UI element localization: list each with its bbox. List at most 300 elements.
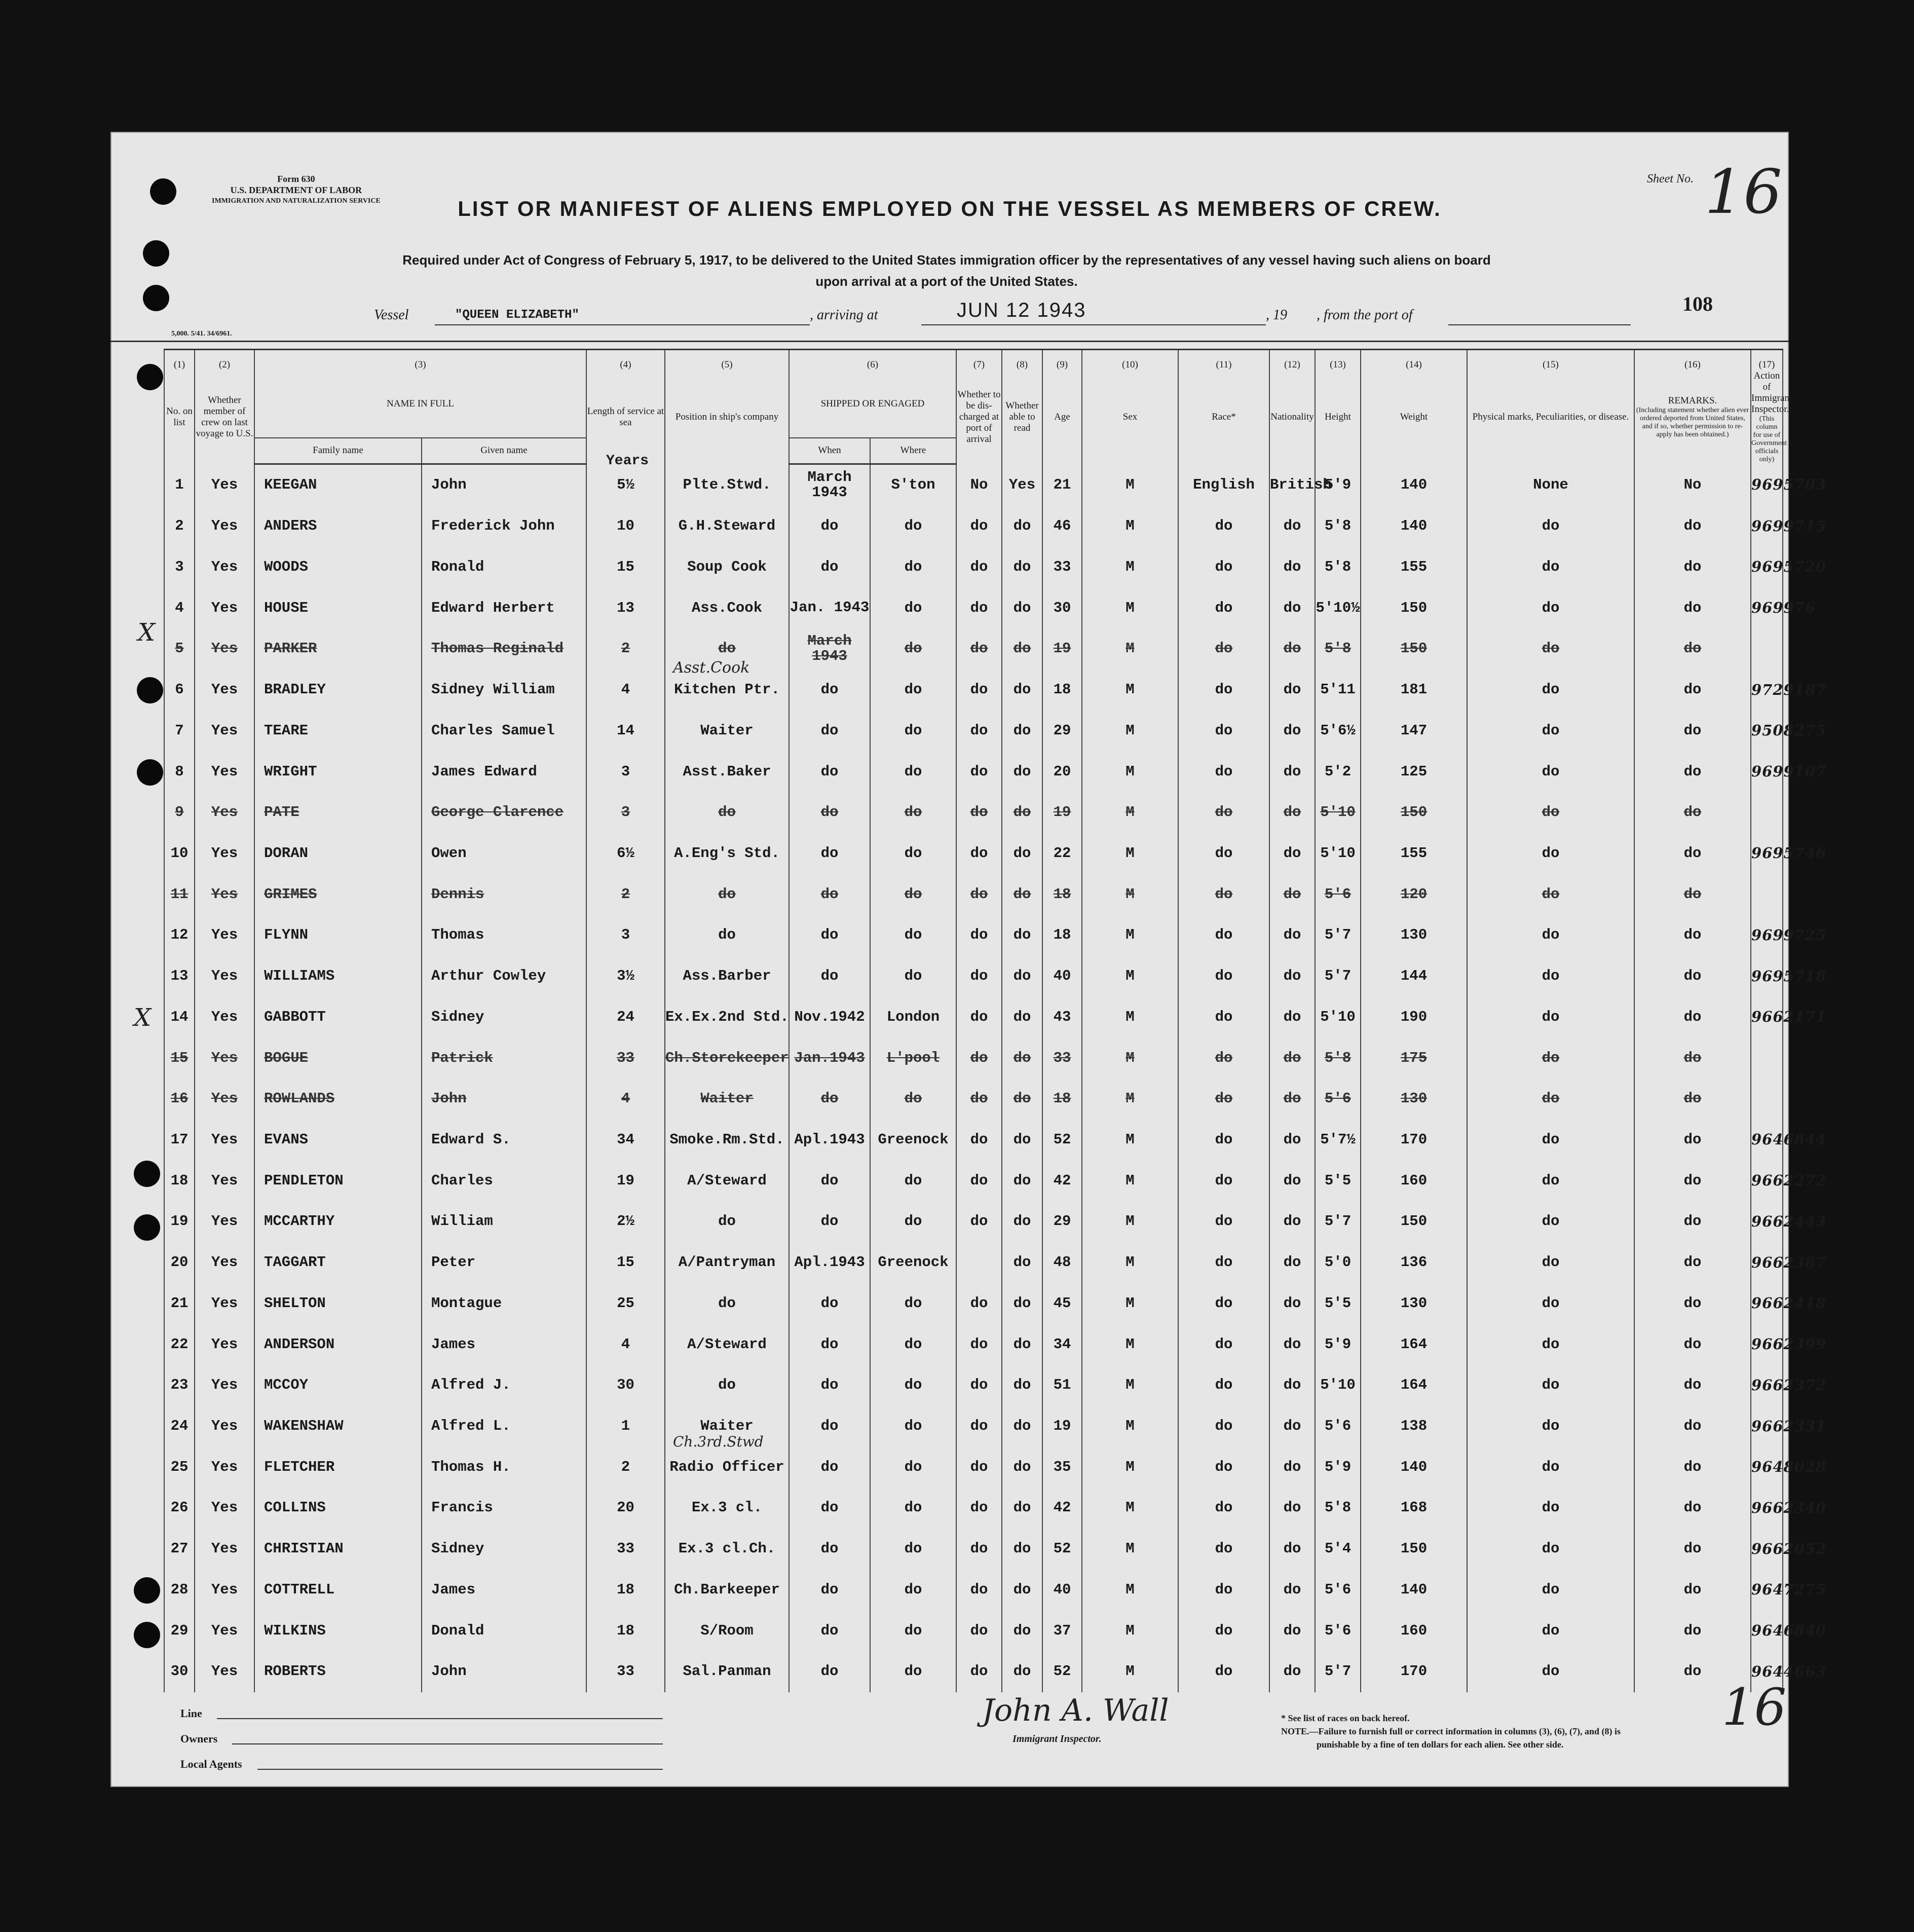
cell-weight: 190 bbox=[1361, 996, 1467, 1037]
col-number: (11) bbox=[1178, 350, 1269, 371]
cell-height: 5'10 bbox=[1315, 1364, 1361, 1405]
cell-height: 5'6½ bbox=[1315, 710, 1361, 751]
cell-race: do bbox=[1178, 1405, 1269, 1446]
arrival-underline bbox=[921, 324, 1266, 325]
cell-member-last-voyage: Yes bbox=[195, 1610, 254, 1651]
cell-weight: 170 bbox=[1361, 1651, 1467, 1692]
cell-inspector-action bbox=[1751, 1078, 1783, 1119]
cell-to-be-discharged: do bbox=[956, 1405, 1002, 1446]
header-name-in-full: NAME IN FULL bbox=[254, 370, 586, 438]
cell-able-to-read: do bbox=[1002, 1610, 1042, 1651]
cell-length-of-service: 2 bbox=[586, 874, 665, 915]
cell-weight: 175 bbox=[1361, 1037, 1467, 1079]
cell-shipped-when: do bbox=[789, 1651, 870, 1692]
cell-sex: M bbox=[1082, 464, 1178, 505]
cell-nationality: do bbox=[1269, 1283, 1315, 1324]
cell-row-number: 5 bbox=[164, 628, 195, 670]
cell-inspector-action: 9662372 bbox=[1751, 1364, 1783, 1405]
cell-shipped-when: March 1943 bbox=[789, 464, 870, 505]
cell-length-of-service: 20 bbox=[586, 1488, 665, 1529]
cell-shipped-when: Apl.1943 bbox=[789, 1119, 870, 1160]
table-row bbox=[164, 792, 1783, 833]
cell-race: do bbox=[1178, 505, 1269, 546]
document-subtitle bbox=[313, 249, 1580, 292]
vessel-underline bbox=[435, 324, 810, 325]
cell-to-be-discharged: do bbox=[956, 1201, 1002, 1242]
cell-row-number: 8 bbox=[164, 751, 195, 792]
cell-age: 18 bbox=[1042, 874, 1082, 915]
cell-inspector-action: 9662171 bbox=[1751, 996, 1783, 1037]
cell-row-number: 24 bbox=[164, 1405, 195, 1446]
cell-length-of-service: 24 bbox=[586, 996, 665, 1037]
cell-shipped-where: do bbox=[870, 874, 956, 915]
cell-inspector-action: 9695703 bbox=[1751, 464, 1783, 505]
table-row bbox=[164, 1488, 1783, 1529]
table-row bbox=[164, 1119, 1783, 1160]
cell-to-be-discharged: do bbox=[956, 833, 1002, 874]
cell-weight: 150 bbox=[1361, 628, 1467, 670]
cell-member-last-voyage: Yes bbox=[195, 1405, 254, 1446]
cell-given-name: Edward S. bbox=[422, 1119, 586, 1160]
header-rule bbox=[110, 341, 1789, 342]
header-remarks bbox=[1634, 370, 1751, 464]
cell-ship-position: Waiter bbox=[665, 1405, 789, 1446]
cell-remarks: do bbox=[1634, 587, 1751, 628]
cell-physical-marks: do bbox=[1467, 546, 1634, 587]
cell-shipped-when: do bbox=[789, 669, 870, 710]
cell-nationality: do bbox=[1269, 955, 1315, 996]
cell-family-name: KEEGAN bbox=[254, 464, 422, 505]
cell-family-name: ROWLANDS bbox=[254, 1078, 422, 1119]
cell-row-number: 13 bbox=[164, 955, 195, 996]
cell-age: 42 bbox=[1042, 1160, 1082, 1201]
cell-length-of-service: 4 bbox=[586, 669, 665, 710]
cell-sex: M bbox=[1082, 1610, 1178, 1651]
cell-race: do bbox=[1178, 874, 1269, 915]
table-row bbox=[164, 1201, 1783, 1242]
table-row bbox=[164, 833, 1783, 874]
cell-ship-position: S/Room bbox=[665, 1610, 789, 1651]
cell-physical-marks: do bbox=[1467, 1446, 1634, 1488]
table-row bbox=[164, 546, 1783, 587]
col-number: (17) bbox=[1751, 350, 1783, 371]
cell-remarks: do bbox=[1634, 1405, 1751, 1446]
cell-row-number: 15 bbox=[164, 1037, 195, 1079]
col-number: (10) bbox=[1082, 350, 1178, 371]
cell-ship-position: A/Steward bbox=[665, 1324, 789, 1365]
races-note: * See list of races on back hereof. bbox=[1281, 1713, 1410, 1723]
cell-remarks: do bbox=[1634, 1037, 1751, 1079]
cell-able-to-read: do bbox=[1002, 751, 1042, 792]
cell-given-name: Sidney bbox=[422, 996, 586, 1037]
cell-height: 5'10 bbox=[1315, 996, 1361, 1037]
cell-family-name: PATE bbox=[254, 792, 422, 833]
cell-remarks: do bbox=[1634, 1119, 1751, 1160]
cell-age: 40 bbox=[1042, 1569, 1082, 1610]
cell-physical-marks: None bbox=[1467, 464, 1634, 505]
cell-shipped-where: do bbox=[870, 1405, 956, 1446]
cell-ship-position: Asst.Baker bbox=[665, 751, 789, 792]
cell-remarks: do bbox=[1634, 669, 1751, 710]
cell-nationality: do bbox=[1269, 874, 1315, 915]
x-mark: X bbox=[138, 618, 156, 647]
cell-length-of-service: 19 bbox=[586, 1160, 665, 1201]
cell-member-last-voyage: Yes bbox=[195, 1569, 254, 1610]
cell-race: do bbox=[1178, 1201, 1269, 1242]
remarks-title: REMARKS. bbox=[1668, 395, 1717, 406]
header-physical-marks: Physical marks, Peculiarities, or disease. bbox=[1467, 370, 1634, 464]
cell-given-name: William bbox=[422, 1201, 586, 1242]
cell-family-name: TAGGART bbox=[254, 1242, 422, 1283]
cell-height: 5'10 bbox=[1315, 792, 1361, 833]
cell-length-of-service: 4 bbox=[586, 1324, 665, 1365]
cell-given-name: Edward Herbert bbox=[422, 587, 586, 628]
cell-to-be-discharged: do bbox=[956, 505, 1002, 546]
table-row bbox=[164, 587, 1783, 628]
cell-sex: M bbox=[1082, 1651, 1178, 1692]
cell-physical-marks: do bbox=[1467, 874, 1634, 915]
cell-ship-position: Soup Cook bbox=[665, 546, 789, 587]
cell-weight: 140 bbox=[1361, 505, 1467, 546]
cell-row-number: 9 bbox=[164, 792, 195, 833]
col-number: (15) bbox=[1467, 350, 1634, 371]
vessel-name: "QUEEN ELIZABETH" bbox=[455, 308, 579, 322]
table-row bbox=[164, 915, 1783, 956]
cell-inspector-action: 9699715 bbox=[1751, 505, 1783, 546]
cell-nationality: British bbox=[1269, 464, 1315, 505]
cell-family-name: WRIGHT bbox=[254, 751, 422, 792]
table-row bbox=[164, 669, 1783, 710]
cell-physical-marks: do bbox=[1467, 1242, 1634, 1283]
cell-remarks: do bbox=[1634, 996, 1751, 1037]
cell-height: 5'2 bbox=[1315, 751, 1361, 792]
cell-age: 43 bbox=[1042, 996, 1082, 1037]
cell-height: 5'11 bbox=[1315, 669, 1361, 710]
cell-row-number: 7 bbox=[164, 710, 195, 751]
cell-weight: 168 bbox=[1361, 1488, 1467, 1529]
remarks-note: (Including statement whether alien ever ordered deported from United States, and if so, whether permission to re-apply has been obtained.) bbox=[1636, 406, 1749, 438]
cell-height: 5'8 bbox=[1315, 1037, 1361, 1079]
cell-given-name: Montague bbox=[422, 1283, 586, 1324]
cell-shipped-where: London bbox=[870, 996, 956, 1037]
cell-member-last-voyage: Yes bbox=[195, 710, 254, 751]
cell-shipped-where: Greenock bbox=[870, 1119, 956, 1160]
cell-member-last-voyage: Yes bbox=[195, 587, 254, 628]
cell-able-to-read: do bbox=[1002, 1201, 1042, 1242]
cell-member-last-voyage: Yes bbox=[195, 669, 254, 710]
penalty-note-1: NOTE.—Failure to furnish full or correct information in columns (3), (6), (7), and (8) is bbox=[1281, 1726, 1621, 1736]
cell-family-name: COTTRELL bbox=[254, 1569, 422, 1610]
header-where: Where bbox=[870, 438, 956, 464]
subtitle-line-2: upon arrival at a port of the United States. bbox=[815, 274, 1078, 289]
cell-member-last-voyage: Yes bbox=[195, 1324, 254, 1365]
action-title: Action of Immigrant Inspector. bbox=[1751, 370, 1792, 415]
cell-ship-position: Ass.Barber bbox=[665, 955, 789, 996]
cell-sex: M bbox=[1082, 546, 1178, 587]
cell-inspector-action: 9646844 bbox=[1751, 1119, 1783, 1160]
cell-age: 42 bbox=[1042, 1488, 1082, 1529]
cell-weight: 140 bbox=[1361, 1446, 1467, 1488]
cell-given-name: Thomas Reginald bbox=[422, 628, 586, 670]
punch-hole bbox=[137, 364, 163, 390]
cell-physical-marks: do bbox=[1467, 1651, 1634, 1692]
cell-able-to-read: do bbox=[1002, 874, 1042, 915]
cell-shipped-where: do bbox=[870, 546, 956, 587]
owners-underline bbox=[232, 1743, 663, 1744]
cell-to-be-discharged: do bbox=[956, 915, 1002, 956]
page-number: 108 bbox=[1682, 292, 1713, 315]
cell-to-be-discharged: do bbox=[956, 710, 1002, 751]
cell-nationality: do bbox=[1269, 628, 1315, 670]
cell-family-name: HOUSE bbox=[254, 587, 422, 628]
cell-given-name: Donald bbox=[422, 1610, 586, 1651]
cell-family-name: BRADLEY bbox=[254, 669, 422, 710]
cell-age: 18 bbox=[1042, 915, 1082, 956]
cell-physical-marks: do bbox=[1467, 751, 1634, 792]
table-row bbox=[164, 1037, 1783, 1079]
cell-physical-marks: do bbox=[1467, 1324, 1634, 1365]
cell-able-to-read: Yes bbox=[1002, 464, 1042, 505]
cell-race: do bbox=[1178, 955, 1269, 996]
cell-age: 20 bbox=[1042, 751, 1082, 792]
cell-able-to-read: do bbox=[1002, 1037, 1042, 1079]
cell-length-of-service: 2 bbox=[586, 1446, 665, 1488]
cell-shipped-where: L'pool bbox=[870, 1037, 956, 1079]
cell-ship-position: Ex.Ex.2nd Std. bbox=[665, 996, 789, 1037]
punch-hole bbox=[137, 677, 163, 703]
cell-remarks: do bbox=[1634, 1569, 1751, 1610]
cell-remarks: do bbox=[1634, 1078, 1751, 1119]
cell-sex: M bbox=[1082, 1119, 1178, 1160]
cell-length-of-service: 18 bbox=[586, 1610, 665, 1651]
cell-family-name: COLLINS bbox=[254, 1488, 422, 1529]
document-title: LIST OR MANIFEST OF ALIENS EMPLOYED ON THE VESSEL AS MEMBERS OF CREW. bbox=[458, 197, 1442, 220]
cell-ship-position: Kitchen Ptr. bbox=[665, 669, 789, 710]
service-name: IMMIGRATION AND NATURALIZATION SERVICE bbox=[212, 197, 381, 205]
cell-nationality: do bbox=[1269, 505, 1315, 546]
cell-given-name: Sidney William bbox=[422, 669, 586, 710]
cell-race: do bbox=[1178, 751, 1269, 792]
cell-able-to-read: do bbox=[1002, 1364, 1042, 1405]
cell-height: 5'4 bbox=[1315, 1528, 1361, 1569]
cell-shipped-where: do bbox=[870, 1610, 956, 1651]
cell-length-of-service: 13 bbox=[586, 587, 665, 628]
cell-remarks: do bbox=[1634, 1528, 1751, 1569]
cell-weight: 144 bbox=[1361, 955, 1467, 996]
cell-shipped-when: Apl.1943 bbox=[789, 1242, 870, 1283]
header-action-inspector bbox=[1751, 370, 1792, 464]
cell-length-of-service: 3 bbox=[586, 751, 665, 792]
cell-row-number: 21 bbox=[164, 1283, 195, 1324]
cell-height: 5'8 bbox=[1315, 505, 1361, 546]
cell-age: 19 bbox=[1042, 792, 1082, 833]
line-underline bbox=[217, 1718, 663, 1719]
cell-age: 18 bbox=[1042, 1078, 1082, 1119]
cell-age: 18 bbox=[1042, 669, 1082, 710]
cell-age: 29 bbox=[1042, 710, 1082, 751]
cell-nationality: do bbox=[1269, 792, 1315, 833]
cell-family-name: PARKER bbox=[254, 628, 422, 670]
cell-remarks: do bbox=[1634, 1364, 1751, 1405]
cell-shipped-where: do bbox=[870, 1160, 956, 1201]
cell-family-name: WAKENSHAW bbox=[254, 1405, 422, 1446]
cell-nationality: do bbox=[1269, 1078, 1315, 1119]
cell-given-name: James bbox=[422, 1324, 586, 1365]
cell-height: 5'5 bbox=[1315, 1160, 1361, 1201]
cell-family-name: SHELTON bbox=[254, 1283, 422, 1324]
cell-weight: 155 bbox=[1361, 833, 1467, 874]
cell-age: 21 bbox=[1042, 464, 1082, 505]
cell-shipped-when: do bbox=[789, 1160, 870, 1201]
arriving-label: , arriving at bbox=[810, 307, 878, 323]
sheet-number-handwritten: 16 bbox=[1705, 157, 1782, 228]
col-number: (4) bbox=[586, 350, 665, 371]
cell-age: 33 bbox=[1042, 546, 1082, 587]
cell-physical-marks: do bbox=[1467, 1569, 1634, 1610]
year-label: , 19 bbox=[1266, 307, 1287, 323]
cell-length-of-service: 3 bbox=[586, 792, 665, 833]
cell-height: 5'10 bbox=[1315, 833, 1361, 874]
header-able-to-read: Whether able to read bbox=[1002, 370, 1042, 464]
cell-remarks: do bbox=[1634, 751, 1751, 792]
cell-length-of-service: 15 bbox=[586, 1242, 665, 1283]
cell-remarks: do bbox=[1634, 1201, 1751, 1242]
cell-row-number: 26 bbox=[164, 1488, 195, 1529]
cell-length-of-service: 4 bbox=[586, 1078, 665, 1119]
cell-inspector-action: 9699107 bbox=[1751, 751, 1783, 792]
cell-able-to-read: do bbox=[1002, 1405, 1042, 1446]
cell-given-name: Ronald bbox=[422, 546, 586, 587]
cell-length-of-service: 33 bbox=[586, 1651, 665, 1692]
table-row bbox=[164, 1528, 1783, 1569]
cell-ship-position: do bbox=[665, 1201, 789, 1242]
cell-age: 37 bbox=[1042, 1610, 1082, 1651]
cell-family-name: FLYNN bbox=[254, 915, 422, 956]
cell-physical-marks: do bbox=[1467, 915, 1634, 956]
cell-age: 40 bbox=[1042, 955, 1082, 996]
cell-length-of-service: 25 bbox=[586, 1283, 665, 1324]
cell-nationality: do bbox=[1269, 1528, 1315, 1569]
cell-shipped-where: do bbox=[870, 1364, 956, 1405]
cell-physical-marks: do bbox=[1467, 996, 1634, 1037]
header-family-name: Family name bbox=[254, 438, 422, 464]
cell-remarks: do bbox=[1634, 628, 1751, 670]
action-note: (This column for use of Government officials only) bbox=[1751, 415, 1787, 463]
cell-shipped-where: do bbox=[870, 1446, 956, 1488]
cell-physical-marks: do bbox=[1467, 669, 1634, 710]
cell-nationality: do bbox=[1269, 546, 1315, 587]
cell-race: do bbox=[1178, 1037, 1269, 1079]
cell-row-number: 28 bbox=[164, 1569, 195, 1610]
cell-to-be-discharged: do bbox=[956, 1446, 1002, 1488]
cell-height: 5'6 bbox=[1315, 1405, 1361, 1446]
cell-given-name: Thomas bbox=[422, 915, 586, 956]
cell-weight: 125 bbox=[1361, 751, 1467, 792]
punch-hole bbox=[137, 759, 163, 786]
col-number: (2) bbox=[195, 350, 254, 371]
cell-to-be-discharged: No bbox=[956, 464, 1002, 505]
cell-race: do bbox=[1178, 1446, 1269, 1488]
cell-inspector-action: 9699725 bbox=[1751, 915, 1783, 956]
header-member-last-voyage: Whether member of crew on last voyage to U.S. bbox=[195, 370, 254, 464]
cell-member-last-voyage: Yes bbox=[195, 955, 254, 996]
cell-race: do bbox=[1178, 1569, 1269, 1610]
cell-remarks: do bbox=[1634, 1324, 1751, 1365]
cell-given-name: George Clarence bbox=[422, 792, 586, 833]
cell-nationality: do bbox=[1269, 1569, 1315, 1610]
cell-able-to-read: do bbox=[1002, 1324, 1042, 1365]
cell-shipped-where: do bbox=[870, 833, 956, 874]
cell-shipped-when: do bbox=[789, 955, 870, 996]
cell-weight: 138 bbox=[1361, 1405, 1467, 1446]
cell-shipped-when: do bbox=[789, 1569, 870, 1610]
cell-member-last-voyage: Yes bbox=[195, 1446, 254, 1488]
cell-to-be-discharged: do bbox=[956, 955, 1002, 996]
cell-age: 45 bbox=[1042, 1283, 1082, 1324]
cell-remarks: do bbox=[1634, 833, 1751, 874]
table-row bbox=[164, 1324, 1783, 1365]
cell-shipped-where: do bbox=[870, 505, 956, 546]
cell-shipped-when: do bbox=[789, 1201, 870, 1242]
table-row bbox=[164, 955, 1783, 996]
cell-to-be-discharged: do bbox=[956, 1119, 1002, 1160]
cell-member-last-voyage: Yes bbox=[195, 546, 254, 587]
cell-length-of-service: 2 bbox=[586, 628, 665, 670]
cell-member-last-voyage: Yes bbox=[195, 1160, 254, 1201]
cell-shipped-when: do bbox=[789, 915, 870, 956]
cell-race: do bbox=[1178, 1610, 1269, 1651]
cell-ship-position: Sal.Panman bbox=[665, 1651, 789, 1692]
cell-family-name: PENDLETON bbox=[254, 1160, 422, 1201]
header-height: Height bbox=[1315, 370, 1361, 464]
cell-inspector-action: 969976 bbox=[1751, 587, 1783, 628]
cell-inspector-action: 9695720 bbox=[1751, 546, 1783, 587]
cell-weight: 130 bbox=[1361, 1078, 1467, 1119]
cell-able-to-read: do bbox=[1002, 915, 1042, 956]
from-port-label: , from the port of bbox=[1317, 307, 1413, 323]
cell-age: 22 bbox=[1042, 833, 1082, 874]
cell-family-name: ANDERSON bbox=[254, 1324, 422, 1365]
table-row bbox=[164, 1569, 1783, 1610]
cell-physical-marks: do bbox=[1467, 505, 1634, 546]
cell-sex: M bbox=[1082, 915, 1178, 956]
cell-able-to-read: do bbox=[1002, 792, 1042, 833]
cell-age: 35 bbox=[1042, 1446, 1082, 1488]
cell-family-name: BOGUE bbox=[254, 1037, 422, 1079]
cell-family-name: DORAN bbox=[254, 833, 422, 874]
punch-hole bbox=[134, 1161, 160, 1187]
cell-height: 5'9 bbox=[1315, 1446, 1361, 1488]
cell-weight: 130 bbox=[1361, 915, 1467, 956]
crew-manifest-table bbox=[164, 349, 1827, 1692]
header-nationality: Nationality bbox=[1269, 370, 1315, 464]
cell-race: do bbox=[1178, 628, 1269, 670]
cell-given-name: Owen bbox=[422, 833, 586, 874]
cell-sex: M bbox=[1082, 505, 1178, 546]
owners-label: Owners bbox=[180, 1732, 218, 1745]
cell-sex: M bbox=[1082, 955, 1178, 996]
vessel-label: Vessel bbox=[374, 307, 409, 323]
cell-given-name: John bbox=[422, 1078, 586, 1119]
cell-physical-marks: do bbox=[1467, 1037, 1634, 1079]
cell-ship-position: Radio Officer bbox=[665, 1446, 789, 1488]
cell-race: do bbox=[1178, 587, 1269, 628]
cell-height: 5'7 bbox=[1315, 1201, 1361, 1242]
cell-weight: 136 bbox=[1361, 1242, 1467, 1283]
cell-shipped-where: do bbox=[870, 1324, 956, 1365]
cell-shipped-where: do bbox=[870, 792, 956, 833]
cell-shipped-when: do bbox=[789, 546, 870, 587]
